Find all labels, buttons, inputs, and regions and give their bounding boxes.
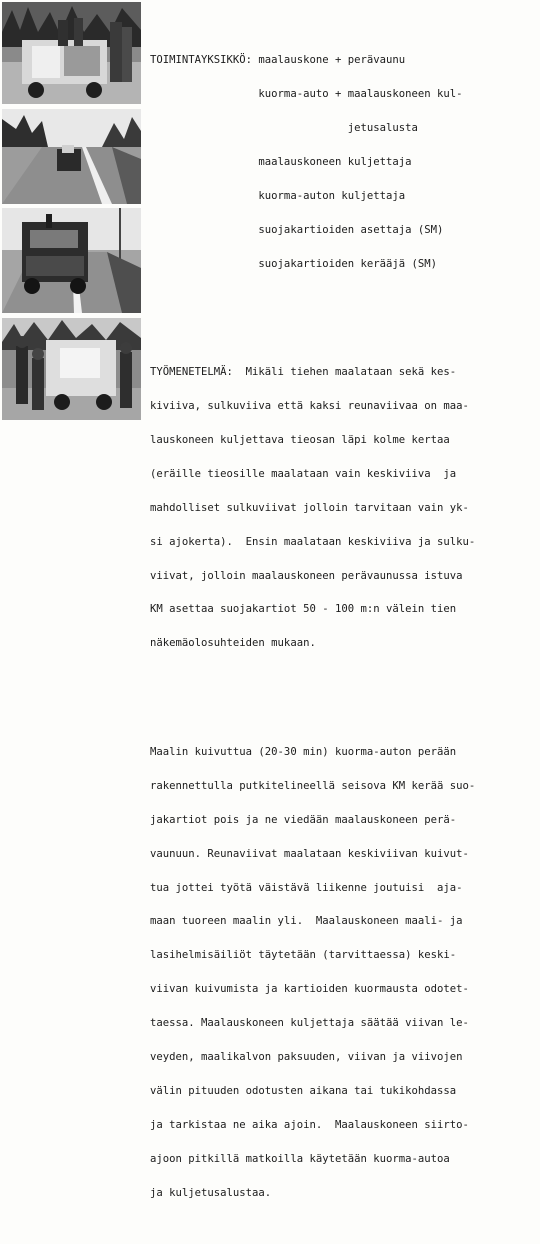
unit-line: kuorma-auton kuljettaja [150, 189, 406, 202]
unit-line: jetusalusta [150, 121, 418, 134]
unit-line: maalauskoneen kuljettaja [150, 155, 412, 168]
method-line: näkemäolosuhteiden mukaan. [150, 637, 316, 650]
drying-line: välin pituuden odotusten aikana tai tukikohdassa [150, 1084, 457, 1097]
unit-line: suojakartioiden kerääjä (SM) [150, 257, 438, 270]
drying-line: ajoon pitkillä matkoilla käytetään kuorma-autoa [150, 1152, 450, 1165]
photo-workers-at-machine [2, 318, 141, 420]
unit-line: kuorma-auto + maalauskoneen kul- [150, 88, 463, 101]
paragraph-gap [150, 695, 540, 702]
method-line: viivat, jolloin maalauskoneen perävaunussa istuva [150, 569, 463, 582]
photo-crew-loading-machine [2, 2, 141, 104]
method-line: (eräille tieosille maalataan vain keskiviiva ja [150, 467, 457, 480]
method-line: KM asettaa suojakartiot 50 - 100 m:n välein tien [150, 603, 457, 616]
method-line: mahdolliset sulkuviivat jolloin tarvitaan vain yk- [150, 501, 469, 514]
unit-line: TOIMINTAYKSIKKÖ: maalauskone + perävaunu [150, 54, 406, 67]
method-line: kiviiva, sulkuviiva että kaksi reunaviivaa on maa- [150, 400, 469, 413]
drying-line: ja kuljetusalustaa. [150, 1186, 272, 1199]
unit-block [150, 33, 540, 293]
drying-line: rakennettulla putkitelineellä seisova KM kerää suo- [150, 779, 476, 792]
drying-line: tua jottei työtä väistävä liikenne joutuisi aja- [150, 881, 463, 894]
drying-block [150, 724, 540, 1221]
drying-line: taessa. Maalauskoneen kuljettaja säätää viivan le- [150, 1017, 469, 1030]
drying-line: lasihelmisäiliöt täytetään (tarvittaessa) keski- [150, 949, 457, 962]
drying-line: jakartiot pois ja ne viedään maalauskoneen perä- [150, 813, 457, 826]
method-line: TYÖMENETELMÄ: Mikäli tiehen maalataan sekä kes- [150, 366, 457, 379]
method-line: si ajokerta). Ensin maalataan keskiviiva ja sulku- [150, 535, 476, 548]
drying-line: vaunuun. Reunaviivat maalataan keskiviivan kuivut- [150, 847, 469, 860]
drying-line: maan tuoreen maalin yli. Maalauskoneen maali- ja [150, 915, 463, 928]
drying-line: veyden, maalikalvon paksuuden, viivan ja viivojen [150, 1051, 463, 1064]
paragraph-gap [150, 315, 540, 322]
method-line: lauskoneen kuljettava tieosan läpi kolme kertaa [150, 433, 450, 446]
photo-truck-on-road [2, 208, 141, 313]
drying-line: Maalin kuivuttua (20-30 min) kuorma-auton perään [150, 746, 457, 758]
document-text [150, 10, 540, 1244]
drying-line: ja tarkistaa ne aika ajoin. Maalauskoneen siirto- [150, 1118, 469, 1131]
method-block [150, 345, 540, 673]
unit-line: suojakartioiden asettaja (SM) [150, 223, 444, 236]
photo-road-painting-machine [2, 109, 141, 204]
drying-line: viivan kuivumista ja kartioiden kuormausta odotet- [150, 983, 469, 996]
